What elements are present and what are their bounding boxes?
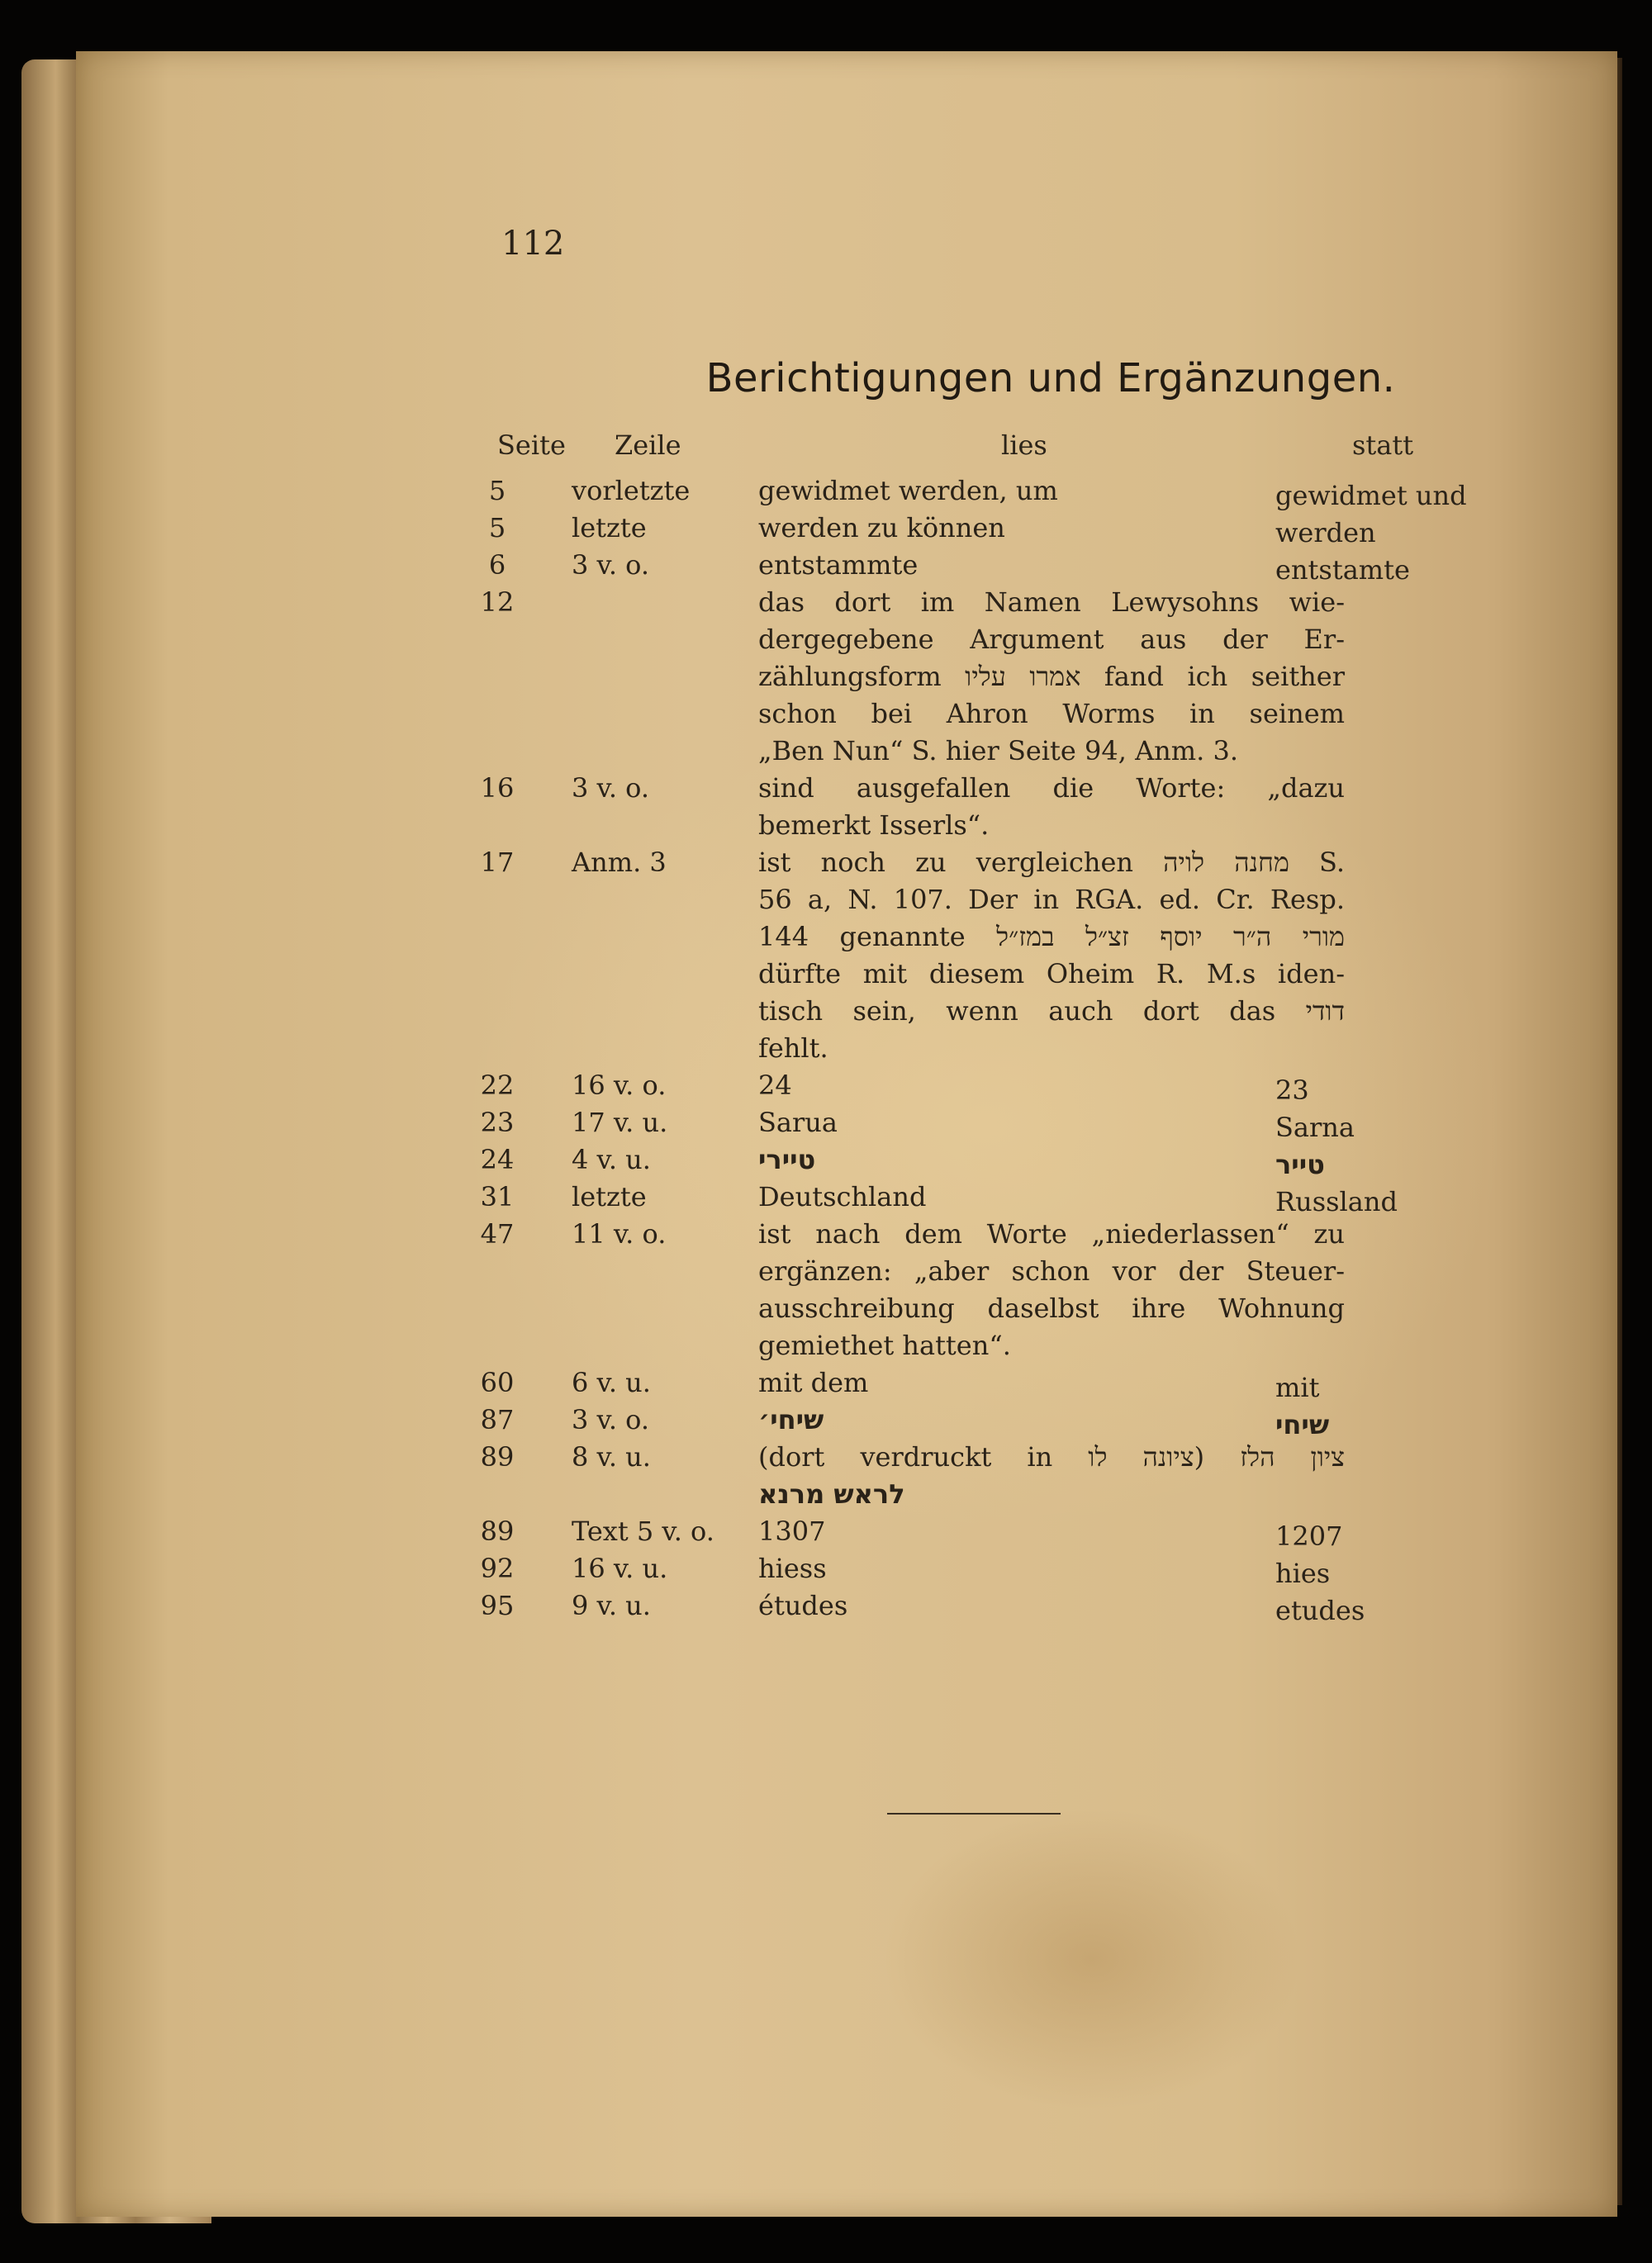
erratum-lies-line: dergegebene Argument aus der Er- (758, 624, 1345, 655)
erratum-lies-line: לראש מרנא (758, 1478, 905, 1510)
erratum-statt-line: Russland (1275, 1186, 1398, 1217)
erratum-zeile: 3 v. o. (572, 1404, 650, 1435)
erratum-row (76, 1587, 1617, 1625)
erratum-seite: 5 (488, 475, 506, 506)
erratum-seite: 17 (480, 847, 515, 878)
erratum-seite: 16 (480, 772, 515, 804)
erratum-seite: 23 (480, 1107, 515, 1138)
erratum-statt-line: שיחי (1275, 1409, 1330, 1440)
erratum-zeile: 16 v. o. (572, 1070, 667, 1101)
erratum-lies-line: 1307 (758, 1516, 826, 1547)
column-header-seite: Seite (497, 429, 566, 461)
erratum-lies-line: שיחי׳ (758, 1404, 824, 1435)
erratum-zeile: letzte (572, 512, 647, 543)
erratum-statt-line: Sarna (1275, 1112, 1355, 1143)
erratum-seite: 87 (480, 1404, 515, 1435)
erratum-zeile: letzte (572, 1181, 647, 1212)
erratum-seite: 6 (488, 549, 506, 581)
erratum-lies-line: gemiethet hatten“. (758, 1330, 1011, 1361)
erratum-lies-line: ist nach dem Worte „niederlassen“ zu (758, 1218, 1345, 1250)
erratum-lies-line: ist noch zu vergleichen מחנה לויה S. (758, 847, 1346, 878)
column-header-lies: lies (1001, 429, 1047, 461)
erratum-zeile: 3 v. o. (572, 772, 650, 804)
erratum-lies-line: 24 (758, 1070, 792, 1101)
erratum-lies-line: 56 a, N. 107. Der in RGA. ed. Cr. Resp. (758, 884, 1345, 915)
erratum-zeile: 9 v. u. (572, 1590, 651, 1621)
erratum-row (76, 1364, 1617, 1402)
erratum-seite: 60 (480, 1367, 515, 1398)
column-header-zeile: Zeile (615, 429, 681, 461)
page-heading: Berichtigungen und Ergänzungen. (705, 355, 1396, 401)
erratum-zeile: 6 v. u. (572, 1367, 651, 1398)
erratum-seite: 95 (480, 1590, 515, 1621)
erratum-lies-line: (dort verdruckt in ציונה לו) ציון הלז (758, 1441, 1346, 1473)
erratum-zeile: Text 5 v. o. (572, 1516, 714, 1547)
erratum-statt-line: hies (1275, 1558, 1331, 1589)
erratum-lies-line: mit dem (758, 1367, 869, 1398)
erratum-seite: 89 (480, 1441, 515, 1473)
erratum-lies-line: Sarua (758, 1107, 838, 1138)
erratum-lies-line: ausschreibung daselbst ihre Wohnung (758, 1293, 1345, 1324)
erratum-lies-line: bemerkt Isserls“. (758, 809, 990, 841)
erratum-lies-line: das dort im Namen Lewysohns wie- (758, 586, 1345, 618)
erratum-seite: 22 (480, 1070, 515, 1101)
erratum-row (76, 1179, 1617, 1216)
page-number: 112 (501, 225, 565, 263)
erratum-lies-line: études (758, 1590, 848, 1621)
erratum-row (76, 510, 1617, 547)
erratum-row (76, 844, 1617, 1067)
erratum-lies-line: 144 genannte מורי ה״ר יוסף זצ״ל במז״ל (758, 921, 1346, 952)
erratum-row (76, 472, 1617, 510)
erratum-zeile: 8 v. u. (572, 1441, 651, 1473)
erratum-statt-line: mit (1275, 1372, 1320, 1403)
erratum-zeile: 3 v. o. (572, 549, 650, 581)
erratum-zeile: 17 v. u. (572, 1107, 668, 1138)
erratum-row (76, 547, 1617, 584)
erratum-statt-line: entstamte (1275, 554, 1410, 586)
erratum-lies-line: ergänzen: „aber schon vor der Steuer- (758, 1255, 1345, 1287)
book-page (76, 51, 1617, 2217)
erratum-statt-line: טייר (1275, 1149, 1325, 1180)
erratum-row (76, 1550, 1617, 1587)
erratum-lies-line: hiess (758, 1553, 827, 1584)
erratum-lies-line: werden zu können (758, 512, 1005, 543)
erratum-statt-line: gewidmet und (1275, 480, 1467, 511)
erratum-statt-line: werden (1275, 517, 1376, 548)
erratum-row (76, 1402, 1617, 1439)
erratum-lies-line: טיירי (758, 1144, 816, 1175)
erratum-seite: 24 (480, 1144, 515, 1175)
erratum-lies-line: sind ausgefallen die Worte: „dazu (758, 772, 1345, 804)
erratum-lies-line: zählungsform אמרו עליו fand ich seither (758, 661, 1346, 692)
erratum-seite: 92 (480, 1553, 515, 1584)
erratum-zeile: 11 v. o. (572, 1218, 667, 1250)
erratum-seite: 5 (488, 512, 506, 543)
erratum-seite: 12 (480, 586, 515, 618)
erratum-zeile: 16 v. u. (572, 1553, 668, 1584)
erratum-row (76, 1216, 1617, 1364)
erratum-statt-line: 23 (1275, 1075, 1309, 1106)
erratum-seite: 31 (480, 1181, 515, 1212)
erratum-lies-line: entstammte (758, 549, 919, 581)
erratum-row (76, 1104, 1617, 1141)
erratum-row (76, 1067, 1617, 1104)
erratum-statt-line: etudes (1275, 1595, 1365, 1626)
erratum-lies-line: Deutschland (758, 1181, 927, 1212)
erratum-statt-line: 1207 (1275, 1521, 1343, 1552)
erratum-zeile: vorletzte (572, 475, 691, 506)
erratum-zeile: 4 v. u. (572, 1144, 651, 1175)
erratum-zeile: Anm. 3 (572, 847, 667, 878)
erratum-lies-line: schon bei Ahron Worms in seinem (758, 698, 1345, 729)
erratum-row (76, 1513, 1617, 1550)
erratum-lies-line: fehlt. (758, 1032, 828, 1064)
closing-rule (887, 1813, 1061, 1815)
erratum-lies-line: gewidmet werden, um (758, 475, 1058, 506)
erratum-row (76, 1141, 1617, 1179)
erratum-seite: 89 (480, 1516, 515, 1547)
erratum-lies-line: „Ben Nun“ S. hier Seite 94, Anm. 3. (758, 735, 1238, 766)
erratum-lies-line: dürfte mit diesem Oheim R. M.s iden- (758, 958, 1345, 989)
column-header-statt: statt (1352, 429, 1414, 461)
erratum-seite: 47 (480, 1218, 515, 1250)
erratum-row (76, 770, 1617, 844)
erratum-lies-line: tisch sein, wenn auch dort das דודי (758, 995, 1345, 1027)
erratum-row (76, 1439, 1617, 1513)
erratum-row (76, 584, 1617, 770)
